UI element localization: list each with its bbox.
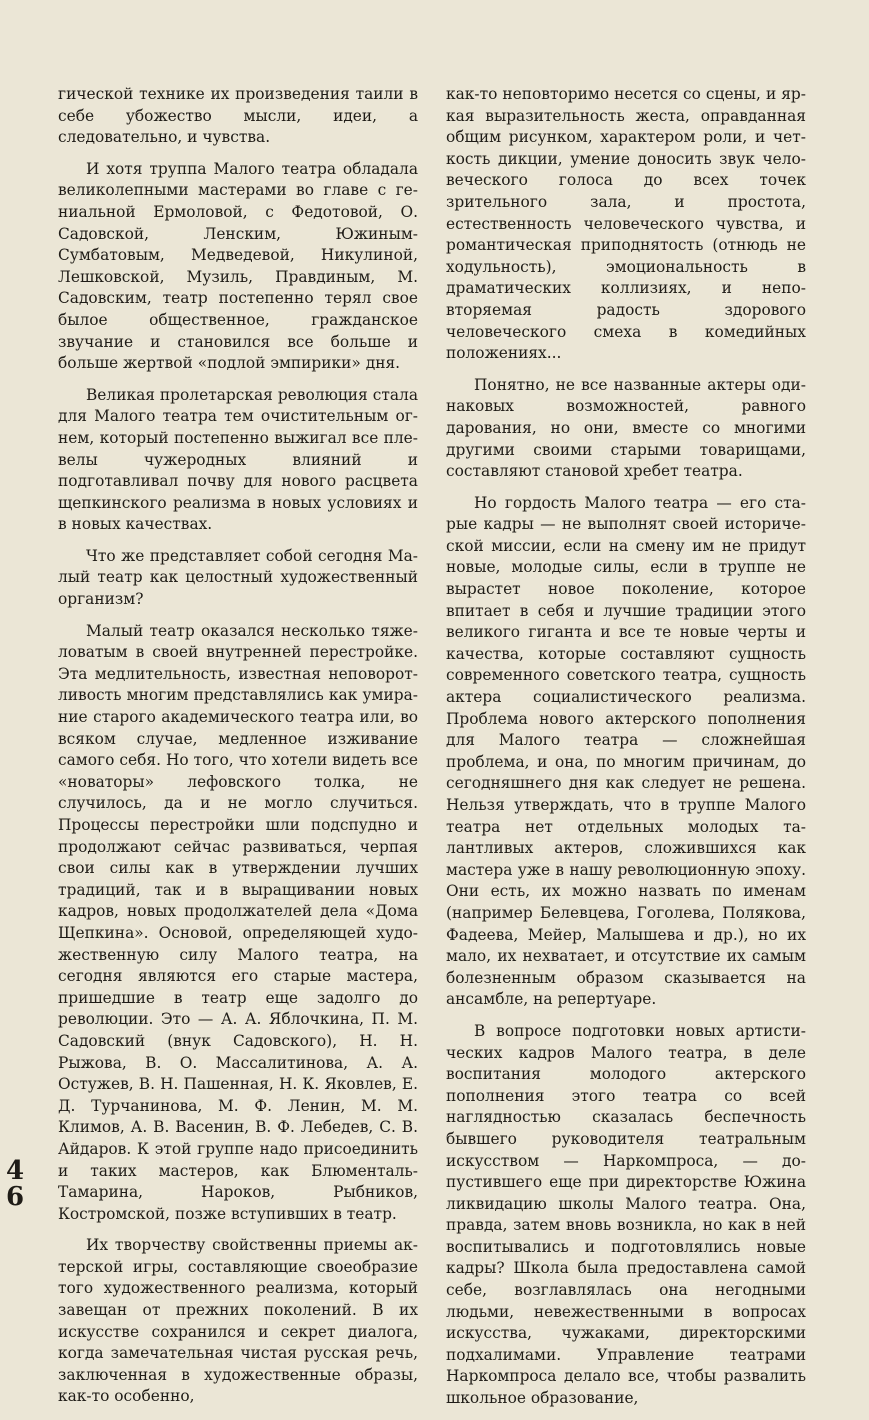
paragraph: Великая пролетарская революция стала для Малого театра тем очистительным огнем, который постепенно выжигал все плевелы чужеродных влияний и подготавливал почву для нового расцвета щепкинского реализма в новых условиях и в новых качествах. xyxy=(58,385,418,534)
paragraph: Их творчеству свойственны приемы актерской игры, составляющие своеобразие того художественного реализма, который завещан от прежних поколений. В их искусстве сохранился и секрет диалога, когда замечательная чистая русская речь, заключенная в художественные образы, как-то особенно, xyxy=(58,1236,418,1406)
paragraph: гической технике их произведения таили в себе убожество мысли, идеи, а следовательно, и чувства. xyxy=(58,85,418,147)
paragraph: Понятно, не все названные актеры одинаковых возможностей, равного дарования, но они, вместе со многими другими своими старыми товарищами, составляют становой хребет театра. xyxy=(446,375,806,481)
left-column xyxy=(58,84,418,1418)
paragraph: Но гордость Малого театра — его старые кадры — не выполнят своей исторической миссии, если на смену им не придут новые, молодые силы, если в труппе не вырастет новое поколение, которое впитает в себя и лучшие традиции этого великого гиганта и все те новые черты и качества, которые составляют сущность современного советского театра, сущность актера социалистического реализма. Проблема нового актерского пополнения для Малого театра — сложнейшая проблема, и она, по многим причинам, до сегодняшнего дня как следует не решена. Нельзя утверждать, что в труппе Малого театра нет отдельных молодых талантливых актеров, сложившихся как мастера уже в нашу революционную эпоху. Они есть, их можно назвать по именам (например Белевцева, Гоголева, Полякова, Фадеева, Мейер, Малышева и др.), но их мало, их нехватает, и отсутствие их самым болезненным образом сказывается на ансамбле, на репертуаре. xyxy=(446,493,806,1009)
paragraph: И хотя труппа Малого театра обладала великолепными мастерами во главе с гениальной Ермоловой, с Федотовой, О. Садовской, Ленским, Южиным-Сумбатовым, Медведевой, Никулиной, Лешковской, Музиль, Правдиным, М. Садовским, театр постепенно терял свое былое общественное, гражданское звучание и становился все больше и больше жертвой «подлой эмпирики» дня. xyxy=(58,159,418,373)
paragraph: Что же представляет собой сегодня Малый театр как целостный художественный организм? xyxy=(58,546,418,609)
paragraph: как-то неповторимо несется со сцены, и яркая выразительность жеста, оправданная общим рисунком, характером роли, и четкость дикции, умение доносить звук человеческого голоса до всех точек зрительного зала, и простота, естественность человеческого чувства, и романтическая приподнятость (отнюдь не ходульность), эмоциональность в драматических коллизиях, и неповторяемая радость здорового человеческого смеха в комедийных положениях... xyxy=(446,85,806,363)
page-number: 46 xyxy=(5,1156,25,1212)
right-column xyxy=(446,84,806,1420)
paragraph: Малый театр оказался несколько тяжеловатым в своей внутренней перестройке. Эта медлительность, известная неповоротливость многим представлялись как умирание старого академического театра или, во всяком случае, медленное изживание самого себя. Но того, что хотели видеть все «новаторы» лефовского толка, не случилось, да и не могло случиться. Процессы перестройки шли подспудно и продолжают сейчас развиваться, черпая свои силы как в утверждении лучших традиций, так и в выращивании новых кадров, новых продолжателей дела «Дома Щепкина». Основой, определяющей художественную силу Малого театра, на сегодня являются его старые мастера, пришедшие в театр еще задолго до революции. Это — А. А. Яблочкина, П. М. Садовский (внук Садовского), Н. Н. Рыжова, В. О. Массалитинова, А. А. Остужев, В. Н. Пашенная, Н. К. Яковлев, Е. Д. Турчанинова, М. Ф. Ленин, М. М. Климов, А. В. Васенин, В. Ф. Лебедев, С. В. Айдаров. К этой группе надо присоединить и таких мастеров, как Блюменталь-Тамарина, Нароков, Рыбников, Костромской, позже вступивших в театр. xyxy=(58,621,418,1223)
paragraph: В вопросе подготовки новых артистических кадров Малого театра, в деле воспитания молодого актерского пополнения этого театра со всей наглядностью сказалась беспечность бывшего руководителя театральным искусством — Наркомпроса, — допустившего еще при директорстве Южина ликвидацию школы Малого театра. Она, правда, затем вновь возникла, но как в ней воспитывались и подготовлялись новые кадры? Школа была предоставлена самой себе, возглавлялась она негодными людьми, невежественными в вопросах искусства, чужаками, директорскими подхалимами. Управление театрами Наркомпроса делало все, чтобы развалить школьное образование, xyxy=(446,1021,806,1408)
